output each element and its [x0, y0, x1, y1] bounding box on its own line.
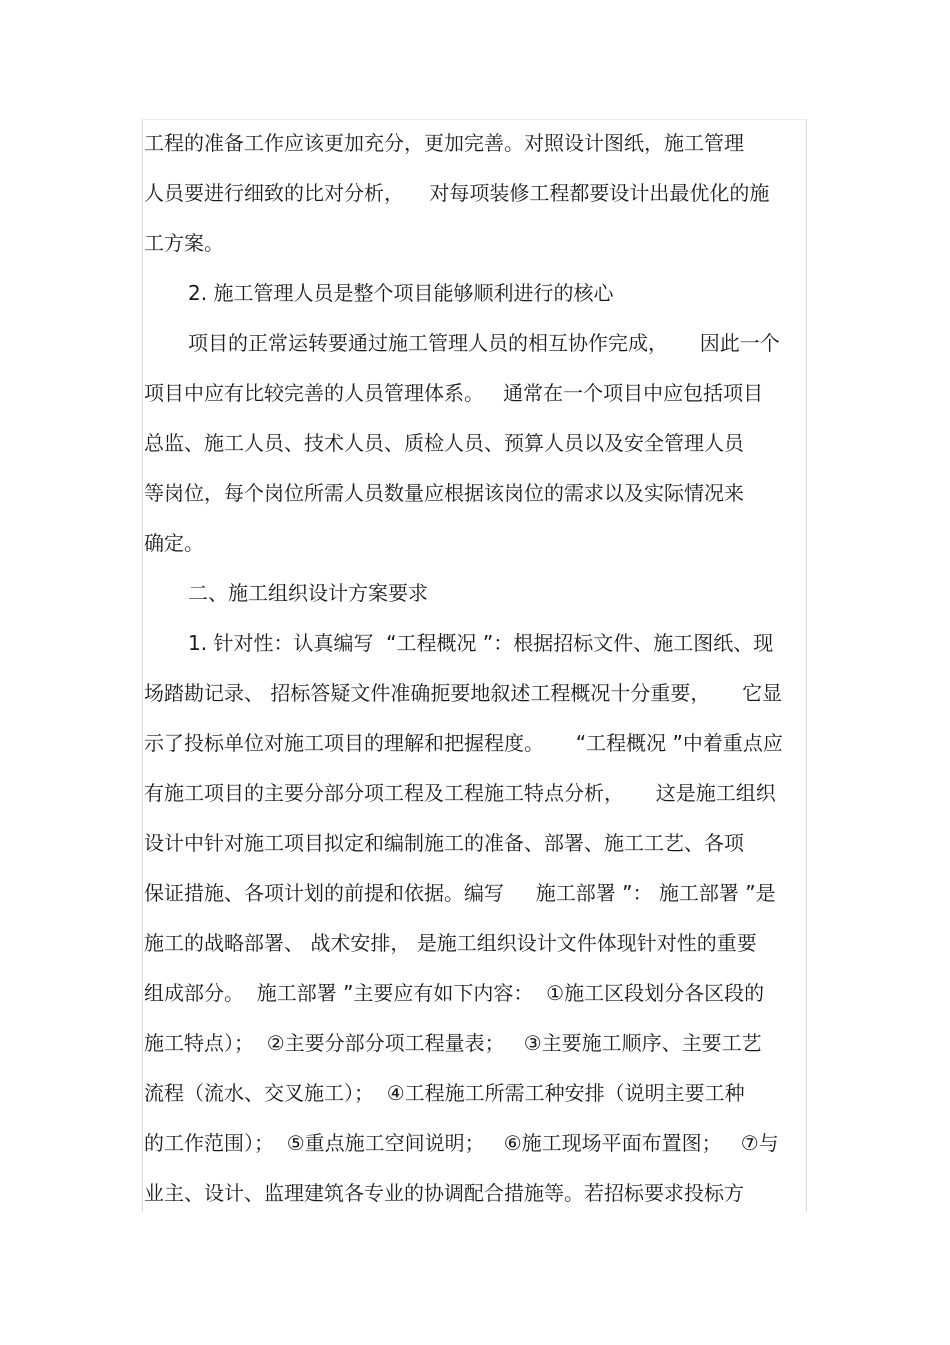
- document-body: [144, 118, 808, 1218]
- text-line: 确定。: [144, 531, 204, 555]
- text-line: 场踏勘记录、 招标答疑文件准确扼要地叙述工程概况十分重要， 它显: [144, 681, 783, 705]
- text-line: 人员要进行细致的比对分析， 对每项装修工程都要设计出最优化的施: [144, 181, 770, 205]
- text-line: 业主、设计、监理建筑各专业的协调配合措施等。若招标要求投标方: [144, 1181, 744, 1205]
- text-line: 施工的战略部署、 战术安排， 是施工组织设计文件体现针对性的重要: [144, 931, 757, 955]
- text-line: 的工作范围）； ⑤重点施工空间说明； ⑥施工现场平面布置图； ⑦与: [144, 1131, 779, 1155]
- section-heading: 2. 施工管理人员是整个项目能够顺利进行的核心: [188, 281, 614, 305]
- text-line: 1. 针对性：认真编写 “工程概况 ”：根据招标文件、施工图纸、现: [188, 631, 774, 655]
- text-line: 示了投标单位对施工项目的理解和把握程度。 “工程概况 ”中着重点应: [144, 731, 783, 755]
- text-line: 保证措施、各项计划的前提和依据。编写 施工部署 ”： 施工部署 ”是: [144, 881, 776, 905]
- text-line: 有施工项目的主要分部分项工程及工程施工特点分析， 这是施工组织: [144, 781, 776, 805]
- text-line: 等岗位，每个岗位所需人员数量应根据该岗位的需求以及实际情况来: [144, 481, 744, 505]
- text-line: 项目中应有比较完善的人员管理体系。 通常在一个项目中应包括项目: [144, 381, 764, 405]
- text-line: 组成部分。 施工部署 ”主要应有如下内容： ①施工区段划分各区段的: [144, 981, 765, 1005]
- text-line: 设计中针对施工项目拟定和编制施工的准备、部署、施工工艺、各项: [144, 831, 744, 855]
- text-line: 项目的正常运转要通过施工管理人员的相互协作完成， 因此一个: [188, 331, 780, 355]
- text-line: 总监、施工人员、技术人员、质检人员、预算人员以及安全管理人员: [144, 431, 744, 455]
- text-line: 施工特点）； ②主要分部分项工程量表； ③主要施工顺序、主要工艺: [144, 1031, 762, 1055]
- section-heading: 二、施工组织设计方案要求: [188, 581, 428, 605]
- text-line: 工程的准备工作应该更加充分，更加完善。对照设计图纸，施工管理: [144, 131, 744, 155]
- text-line: 流程（流水、交叉施工）； ④工程施工所需工种安排（说明主要工种: [144, 1081, 745, 1105]
- text-line: 工方案。: [144, 231, 224, 255]
